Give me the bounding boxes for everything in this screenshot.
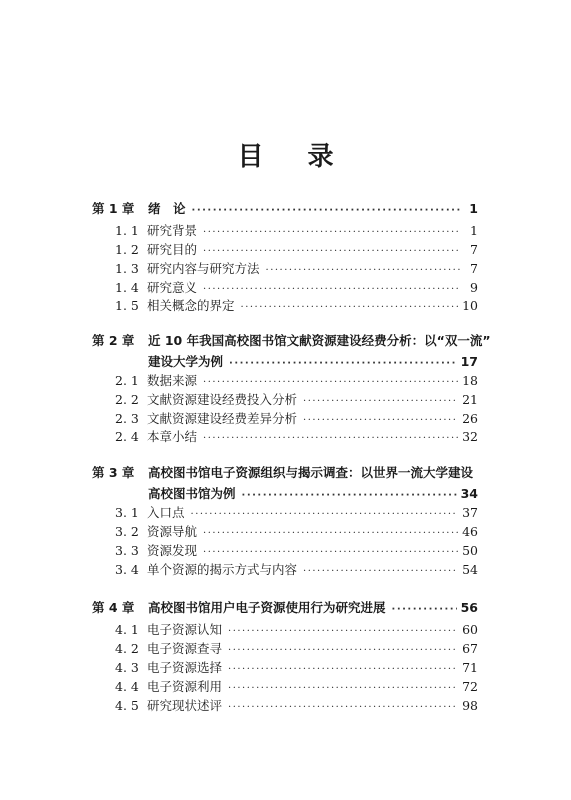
section-title: 资源发现: [147, 543, 198, 558]
page-number: 10: [462, 298, 478, 313]
chapter-title: 绪 论: [148, 201, 186, 216]
page-number: 37: [462, 505, 478, 520]
page-number: 67: [462, 641, 478, 656]
section-number: 3. 4: [115, 562, 139, 577]
toc-section-2-4[interactable]: [115, 429, 478, 447]
section-title: 电子资源选择: [147, 660, 223, 675]
toc-section-2-3[interactable]: [115, 411, 478, 429]
section-number: 2. 1: [115, 373, 139, 388]
toc-chapter-1[interactable]: [92, 201, 478, 219]
chapter-title: 近 10 年我国高校图书馆文献资源建设经费分析：以“双一流”: [148, 333, 491, 348]
dot-leader: [228, 681, 458, 697]
page-number: 71: [462, 660, 478, 675]
section-number: 1. 4: [115, 280, 139, 295]
toc-chapter-2-line-1[interactable]: [92, 333, 491, 349]
section-title: 数据来源: [147, 373, 198, 388]
dot-leader: [228, 700, 458, 716]
toc-section-3-4[interactable]: [115, 562, 478, 580]
section-number: 4. 3: [115, 660, 139, 675]
section-title: 电子资源认知: [147, 622, 223, 637]
section-title: 资源导航: [147, 524, 198, 539]
section-title: 研究意义: [147, 280, 198, 295]
section-number: 1. 2: [115, 242, 139, 257]
chapter-number: 第 2 章: [92, 333, 135, 348]
page-number: 56: [460, 600, 478, 615]
section-title: 电子资源利用: [147, 679, 223, 694]
section-title: 入口点: [147, 505, 185, 520]
dot-leader: [203, 526, 458, 542]
page-number: 21: [462, 392, 478, 407]
section-number: 2. 4: [115, 429, 139, 444]
chapter-title: 高校图书馆电子资源组织与揭示调查：以世界一流大学建设: [148, 465, 474, 480]
chapter-title: 高校图书馆用户电子资源使用行为研究进展: [148, 600, 386, 615]
section-title: 本章小结: [147, 429, 198, 444]
chapter-title-continued: 建设大学为例: [148, 354, 224, 369]
toc-section-1-4[interactable]: [115, 280, 478, 298]
page-number: 7: [470, 261, 478, 276]
dot-leader: [228, 662, 458, 678]
dot-leader: [203, 244, 460, 260]
page-number: 46: [462, 524, 478, 539]
chapter-number: 第 1 章: [92, 201, 135, 216]
page-number: 1: [470, 223, 478, 238]
toc-chapter-3[interactable]: [148, 486, 478, 504]
page-number: 60: [462, 622, 478, 637]
section-number: 2. 2: [115, 392, 139, 407]
dot-leader: [266, 263, 460, 279]
page-number: 50: [462, 543, 478, 558]
page-title-char-1: 目: [237, 142, 264, 172]
page-number: 18: [462, 373, 478, 388]
toc-section-1-2[interactable]: [115, 242, 478, 260]
page-number: 17: [460, 354, 478, 369]
dot-leader: [192, 203, 460, 219]
toc-section-3-1[interactable]: [115, 505, 478, 523]
toc-section-4-1[interactable]: [115, 622, 478, 640]
page-title-char-2: 录: [307, 142, 334, 172]
toc-section-1-5[interactable]: [115, 298, 478, 316]
dot-leader: [203, 375, 458, 391]
section-number: 1. 1: [115, 223, 139, 238]
toc-section-4-2[interactable]: [115, 641, 478, 659]
chapter-number: 第 3 章: [92, 465, 135, 480]
toc-section-3-3[interactable]: [115, 543, 478, 561]
section-number: 3. 2: [115, 524, 139, 539]
dot-leader: [303, 413, 458, 429]
section-number: 1. 3: [115, 261, 139, 276]
chapter-number: 第 4 章: [92, 600, 135, 615]
toc-section-1-3[interactable]: [115, 261, 478, 279]
page-number: 72: [462, 679, 478, 694]
page-number: 34: [460, 486, 478, 501]
dot-leader: [228, 643, 458, 659]
toc-section-4-4[interactable]: [115, 679, 478, 697]
dot-leader: [392, 602, 457, 618]
dot-leader: [242, 488, 457, 504]
dot-leader: [203, 282, 460, 298]
section-number: 4. 1: [115, 622, 139, 637]
page-number: 9: [470, 280, 478, 295]
page-number: 98: [462, 698, 478, 713]
section-number: 4. 5: [115, 698, 139, 713]
toc-section-2-2[interactable]: [115, 392, 478, 410]
dot-leader: [241, 300, 459, 316]
section-number: 1. 5: [115, 298, 139, 313]
toc-chapter-3-line-1[interactable]: [92, 465, 473, 481]
section-title: 研究目的: [147, 242, 198, 257]
dot-leader: [203, 225, 460, 241]
dot-leader: [203, 431, 458, 447]
toc-chapter-2[interactable]: [148, 354, 478, 372]
section-title: 研究背景: [147, 223, 198, 238]
section-title: 电子资源查寻: [147, 641, 223, 656]
toc-section-1-1[interactable]: [115, 223, 478, 241]
section-title: 单个资源的揭示方式与内容: [147, 562, 298, 577]
dot-leader: [191, 507, 459, 523]
page-number: 26: [462, 411, 478, 426]
section-title: 研究内容与研究方法: [147, 261, 260, 276]
page-number: 1: [469, 201, 478, 216]
dot-leader: [229, 356, 457, 372]
section-title: 文献资源建设经费差异分析: [147, 411, 298, 426]
toc-section-4-5[interactable]: [115, 698, 478, 716]
section-title: 相关概念的界定: [147, 298, 235, 313]
page-number: 7: [470, 242, 478, 257]
dot-leader: [203, 545, 458, 561]
section-number: 4. 4: [115, 679, 139, 694]
toc-section-3-2[interactable]: [115, 524, 478, 542]
page-title: [0, 136, 571, 173]
section-title: 文献资源建设经费投入分析: [147, 392, 298, 407]
page-number: 32: [462, 429, 478, 444]
dot-leader: [228, 624, 458, 640]
section-number: 2. 3: [115, 411, 139, 426]
section-number: 3. 3: [115, 543, 139, 558]
dot-leader: [303, 564, 458, 580]
page-number: 54: [462, 562, 478, 577]
dot-leader: [303, 394, 458, 410]
section-title: 研究现状述评: [147, 698, 223, 713]
section-number: 4. 2: [115, 641, 139, 656]
toc-chapter-4[interactable]: [92, 600, 478, 618]
toc-section-4-3[interactable]: [115, 660, 478, 678]
section-number: 3. 1: [115, 505, 139, 520]
chapter-title-continued: 高校图书馆为例: [148, 486, 236, 501]
toc-section-2-1[interactable]: [115, 373, 478, 391]
